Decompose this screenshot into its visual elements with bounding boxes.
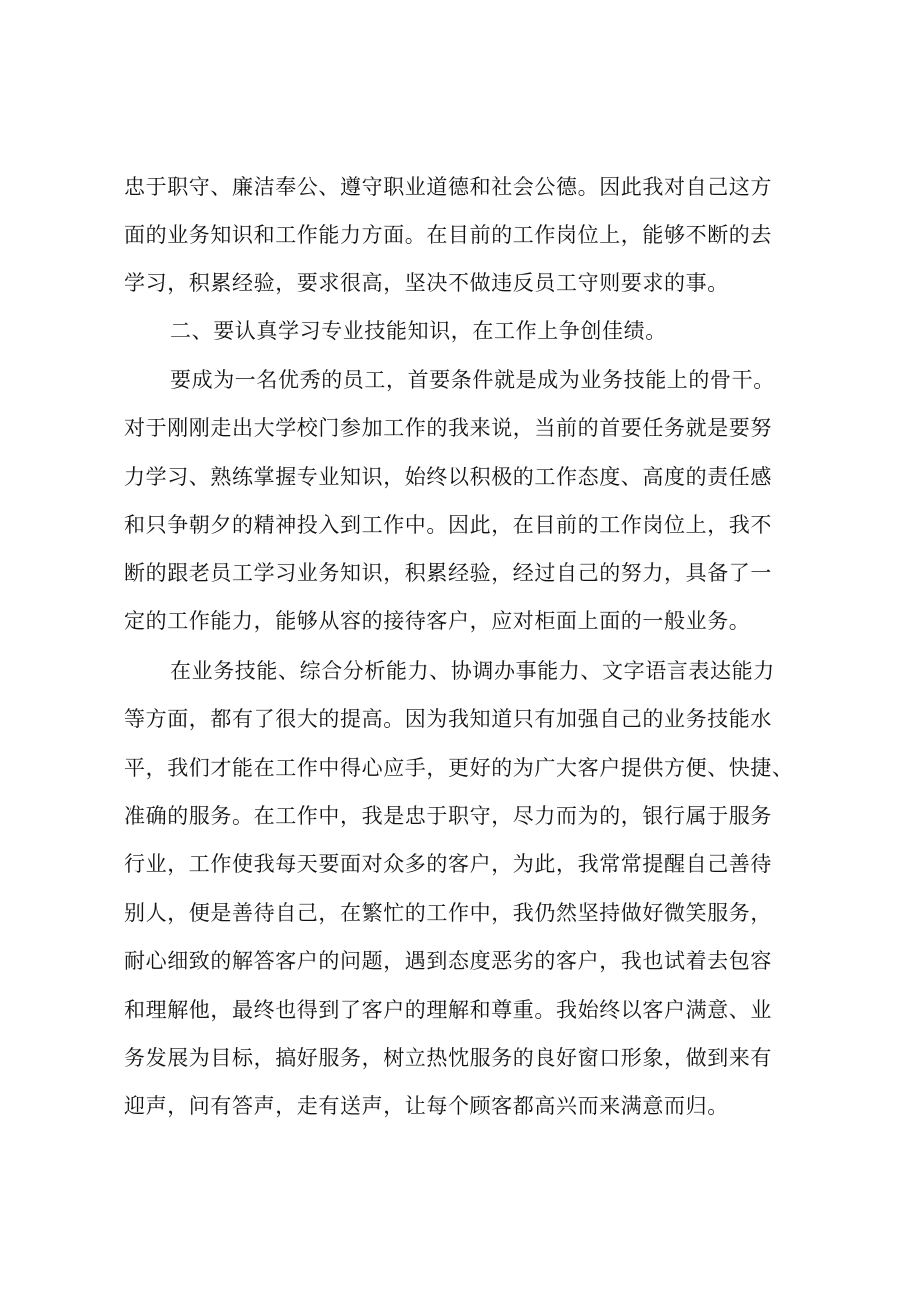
text-line: 要成为一名优秀的员工，首要条件就是成为业务技能上的骨干。 xyxy=(170,368,775,392)
section-heading: 二、要认真学习专业技能知识，在工作上争创佳绩。 xyxy=(170,319,667,343)
text-line: 在业务技能、综合分析能力、协调办事能力、文字语言表达能力 xyxy=(170,659,775,683)
text-line: 迎声，问有答声，走有送声，让每个顾客都高兴而来满意而归。 xyxy=(124,1094,729,1118)
text-line: 等方面，都有了很大的提高。因为我知道只有加强自己的业务技能水 xyxy=(124,707,772,731)
text-line: 平，我们才能在工作中得心应手，更好的为广大客户提供方便、快捷、 xyxy=(124,756,794,780)
text-line: 面的业务知识和工作能力方面。在目前的工作岗位上，能够不断的去 xyxy=(124,223,772,247)
text-line: 断的跟老员工学习业务知识，积累经验，经过自己的努力，具备了一 xyxy=(124,561,772,585)
text-line: 和只争朝夕的精神投入到工作中。因此，在目前的工作岗位上，我不 xyxy=(124,513,772,537)
text-line: 学习，积累经验，要求很高，坚决不做违反员工守则要求的事。 xyxy=(124,271,729,295)
text-line: 对于刚刚走出大学校门参加工作的我来说，当前的首要任务就是要努 xyxy=(124,416,772,440)
text-line: 忠于职守、廉洁奉公、遵守职业道德和社会公德。因此我对自己这方 xyxy=(124,175,772,199)
text-line: 力学习、熟练掌握专业知识，始终以积极的工作态度、高度的责任感 xyxy=(124,465,772,489)
text-line: 耐心细致的解答客户的问题，遇到态度恶劣的客户，我也试着去包容 xyxy=(124,949,772,973)
text-line: 定的工作能力，能够从容的接待客户，应对柜面上面的一般业务。 xyxy=(124,609,751,633)
text-line: 行业，工作使我每天要面对众多的客户，为此，我常常提醒自己善待 xyxy=(124,852,772,876)
text-line: 务发展为目标，搞好服务，树立热忱服务的良好窗口形象，做到来有 xyxy=(124,1046,772,1070)
text-line: 别人，便是善待自己，在繁忙的工作中，我仍然坚持做好微笑服务， xyxy=(124,901,772,925)
text-line: 准确的服务。在工作中，我是忠于职守，尽力而为的，银行属于服务 xyxy=(124,804,772,828)
text-line: 和理解他，最终也得到了客户的理解和尊重。我始终以客户满意、业 xyxy=(124,998,772,1022)
